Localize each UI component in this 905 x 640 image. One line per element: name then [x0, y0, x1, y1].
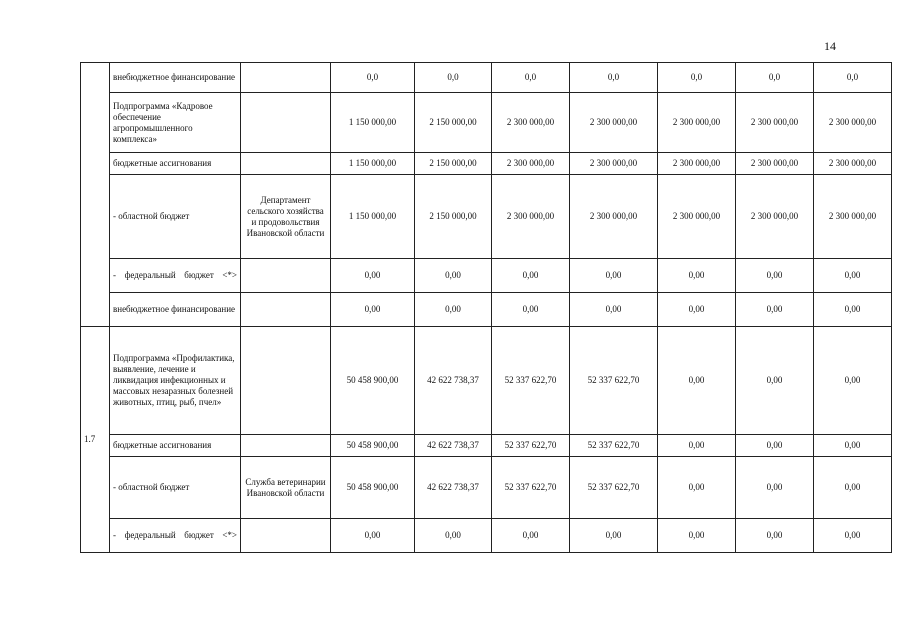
value-cell: 2 300 000,00 [570, 93, 658, 153]
value-cell: 2 300 000,00 [736, 93, 814, 153]
value-cell: 50 458 900,00 [331, 435, 415, 457]
row-description: - областной бюджет [110, 175, 241, 259]
value-cell: 0,00 [814, 327, 892, 435]
value-cell: 52 337 622,70 [570, 457, 658, 519]
row-executor [241, 93, 331, 153]
value-cell: 0,00 [658, 457, 736, 519]
table-row [81, 93, 892, 153]
table-row [81, 519, 892, 553]
row-number: 1.7 [81, 327, 110, 553]
row-description: Подпрограмма «Профилактика, выявление, лечение и ликвидация инфекционных и массовых незаразных болезней животных, птиц, рыб, пчел» [110, 327, 241, 435]
value-cell: 0,00 [492, 293, 570, 327]
value-cell: 0,00 [736, 435, 814, 457]
row-description: бюджетные ассигнования [110, 153, 241, 175]
value-cell: 52 337 622,70 [492, 457, 570, 519]
value-cell: 0,00 [736, 519, 814, 553]
value-cell: 2 300 000,00 [492, 93, 570, 153]
value-cell: 0,00 [736, 457, 814, 519]
value-cell: 2 300 000,00 [570, 153, 658, 175]
value-cell: 0,00 [814, 293, 892, 327]
table-row [81, 63, 892, 93]
value-cell: 0,00 [658, 435, 736, 457]
value-cell: 0,0 [415, 63, 492, 93]
value-cell: 0,00 [415, 293, 492, 327]
value-cell: 2 150 000,00 [415, 93, 492, 153]
table-row [81, 175, 892, 259]
value-cell: 2 300 000,00 [814, 153, 892, 175]
row-executor [241, 519, 331, 553]
value-cell: 0,00 [415, 259, 492, 293]
value-cell: 42 622 738,37 [415, 435, 492, 457]
value-cell: 0,00 [658, 293, 736, 327]
value-cell: 0,00 [814, 435, 892, 457]
value-cell: 42 622 738,37 [415, 457, 492, 519]
value-cell: 1 150 000,00 [331, 93, 415, 153]
row-executor [241, 153, 331, 175]
value-cell: 0,00 [814, 259, 892, 293]
value-cell: 2 300 000,00 [814, 93, 892, 153]
value-cell: 0,00 [814, 457, 892, 519]
value-cell: 0,00 [570, 519, 658, 553]
row-executor: Департамент сельского хозяйства и продовольствия Ивановской области [241, 175, 331, 259]
value-cell: 52 337 622,70 [492, 435, 570, 457]
value-cell: 0,00 [492, 259, 570, 293]
table-row [81, 435, 892, 457]
value-cell: 1 150 000,00 [331, 153, 415, 175]
value-cell: 0,00 [658, 327, 736, 435]
row-description: внебюджетное финансирование [110, 63, 241, 93]
value-cell: 2 300 000,00 [492, 153, 570, 175]
table-row [81, 293, 892, 327]
table-row [81, 259, 892, 293]
page-number: 14 [824, 39, 836, 53]
value-cell: 2 300 000,00 [736, 175, 814, 259]
row-executor: Служба ветеринарии Ивановской области [241, 457, 331, 519]
value-cell: 0,00 [736, 259, 814, 293]
value-cell: 2 300 000,00 [736, 153, 814, 175]
value-cell: 2 300 000,00 [658, 153, 736, 175]
row-description: Подпрограмма «Кадровое обеспечение агропромышленного комплекса» [110, 93, 241, 153]
value-cell: 0,00 [331, 519, 415, 553]
value-cell: 2 300 000,00 [658, 93, 736, 153]
value-cell: 0,00 [658, 519, 736, 553]
value-cell: 52 337 622,70 [570, 435, 658, 457]
value-cell: 0,0 [814, 63, 892, 93]
value-cell: 2 150 000,00 [415, 153, 492, 175]
table-row [81, 153, 892, 175]
value-cell: 0,0 [736, 63, 814, 93]
value-cell: 0,00 [492, 519, 570, 553]
row-executor [241, 327, 331, 435]
value-cell: 0,0 [331, 63, 415, 93]
row-description: - федеральный бюджет <*> [110, 519, 241, 553]
value-cell: 1 150 000,00 [331, 175, 415, 259]
value-cell: 0,00 [736, 327, 814, 435]
value-cell: 2 300 000,00 [492, 175, 570, 259]
row-description: внебюджетное финансирование [110, 293, 241, 327]
value-cell: 50 458 900,00 [331, 457, 415, 519]
row-executor [241, 435, 331, 457]
value-cell: 0,00 [658, 259, 736, 293]
value-cell: 0,0 [658, 63, 736, 93]
row-description: - федеральный бюджет <*> [110, 259, 241, 293]
value-cell: 0,0 [492, 63, 570, 93]
row-description: бюджетные ассигнования [110, 435, 241, 457]
value-cell: 52 337 622,70 [570, 327, 658, 435]
value-cell: 42 622 738,37 [415, 327, 492, 435]
value-cell: 52 337 622,70 [492, 327, 570, 435]
value-cell: 0,00 [415, 519, 492, 553]
value-cell: 0,00 [736, 293, 814, 327]
value-cell: 0,0 [570, 63, 658, 93]
value-cell: 2 150 000,00 [415, 175, 492, 259]
row-executor [241, 63, 331, 93]
value-cell: 0,00 [570, 259, 658, 293]
row-executor [241, 259, 331, 293]
value-cell: 0,00 [570, 293, 658, 327]
value-cell: 0,00 [331, 259, 415, 293]
value-cell: 2 300 000,00 [570, 175, 658, 259]
row-description: - областной бюджет [110, 457, 241, 519]
budget-table [80, 62, 892, 553]
row-number [81, 63, 110, 327]
value-cell: 2 300 000,00 [658, 175, 736, 259]
value-cell: 0,00 [331, 293, 415, 327]
table-row [81, 327, 892, 435]
table-row [81, 457, 892, 519]
row-executor [241, 293, 331, 327]
value-cell: 2 300 000,00 [814, 175, 892, 259]
value-cell: 0,00 [814, 519, 892, 553]
value-cell: 50 458 900,00 [331, 327, 415, 435]
